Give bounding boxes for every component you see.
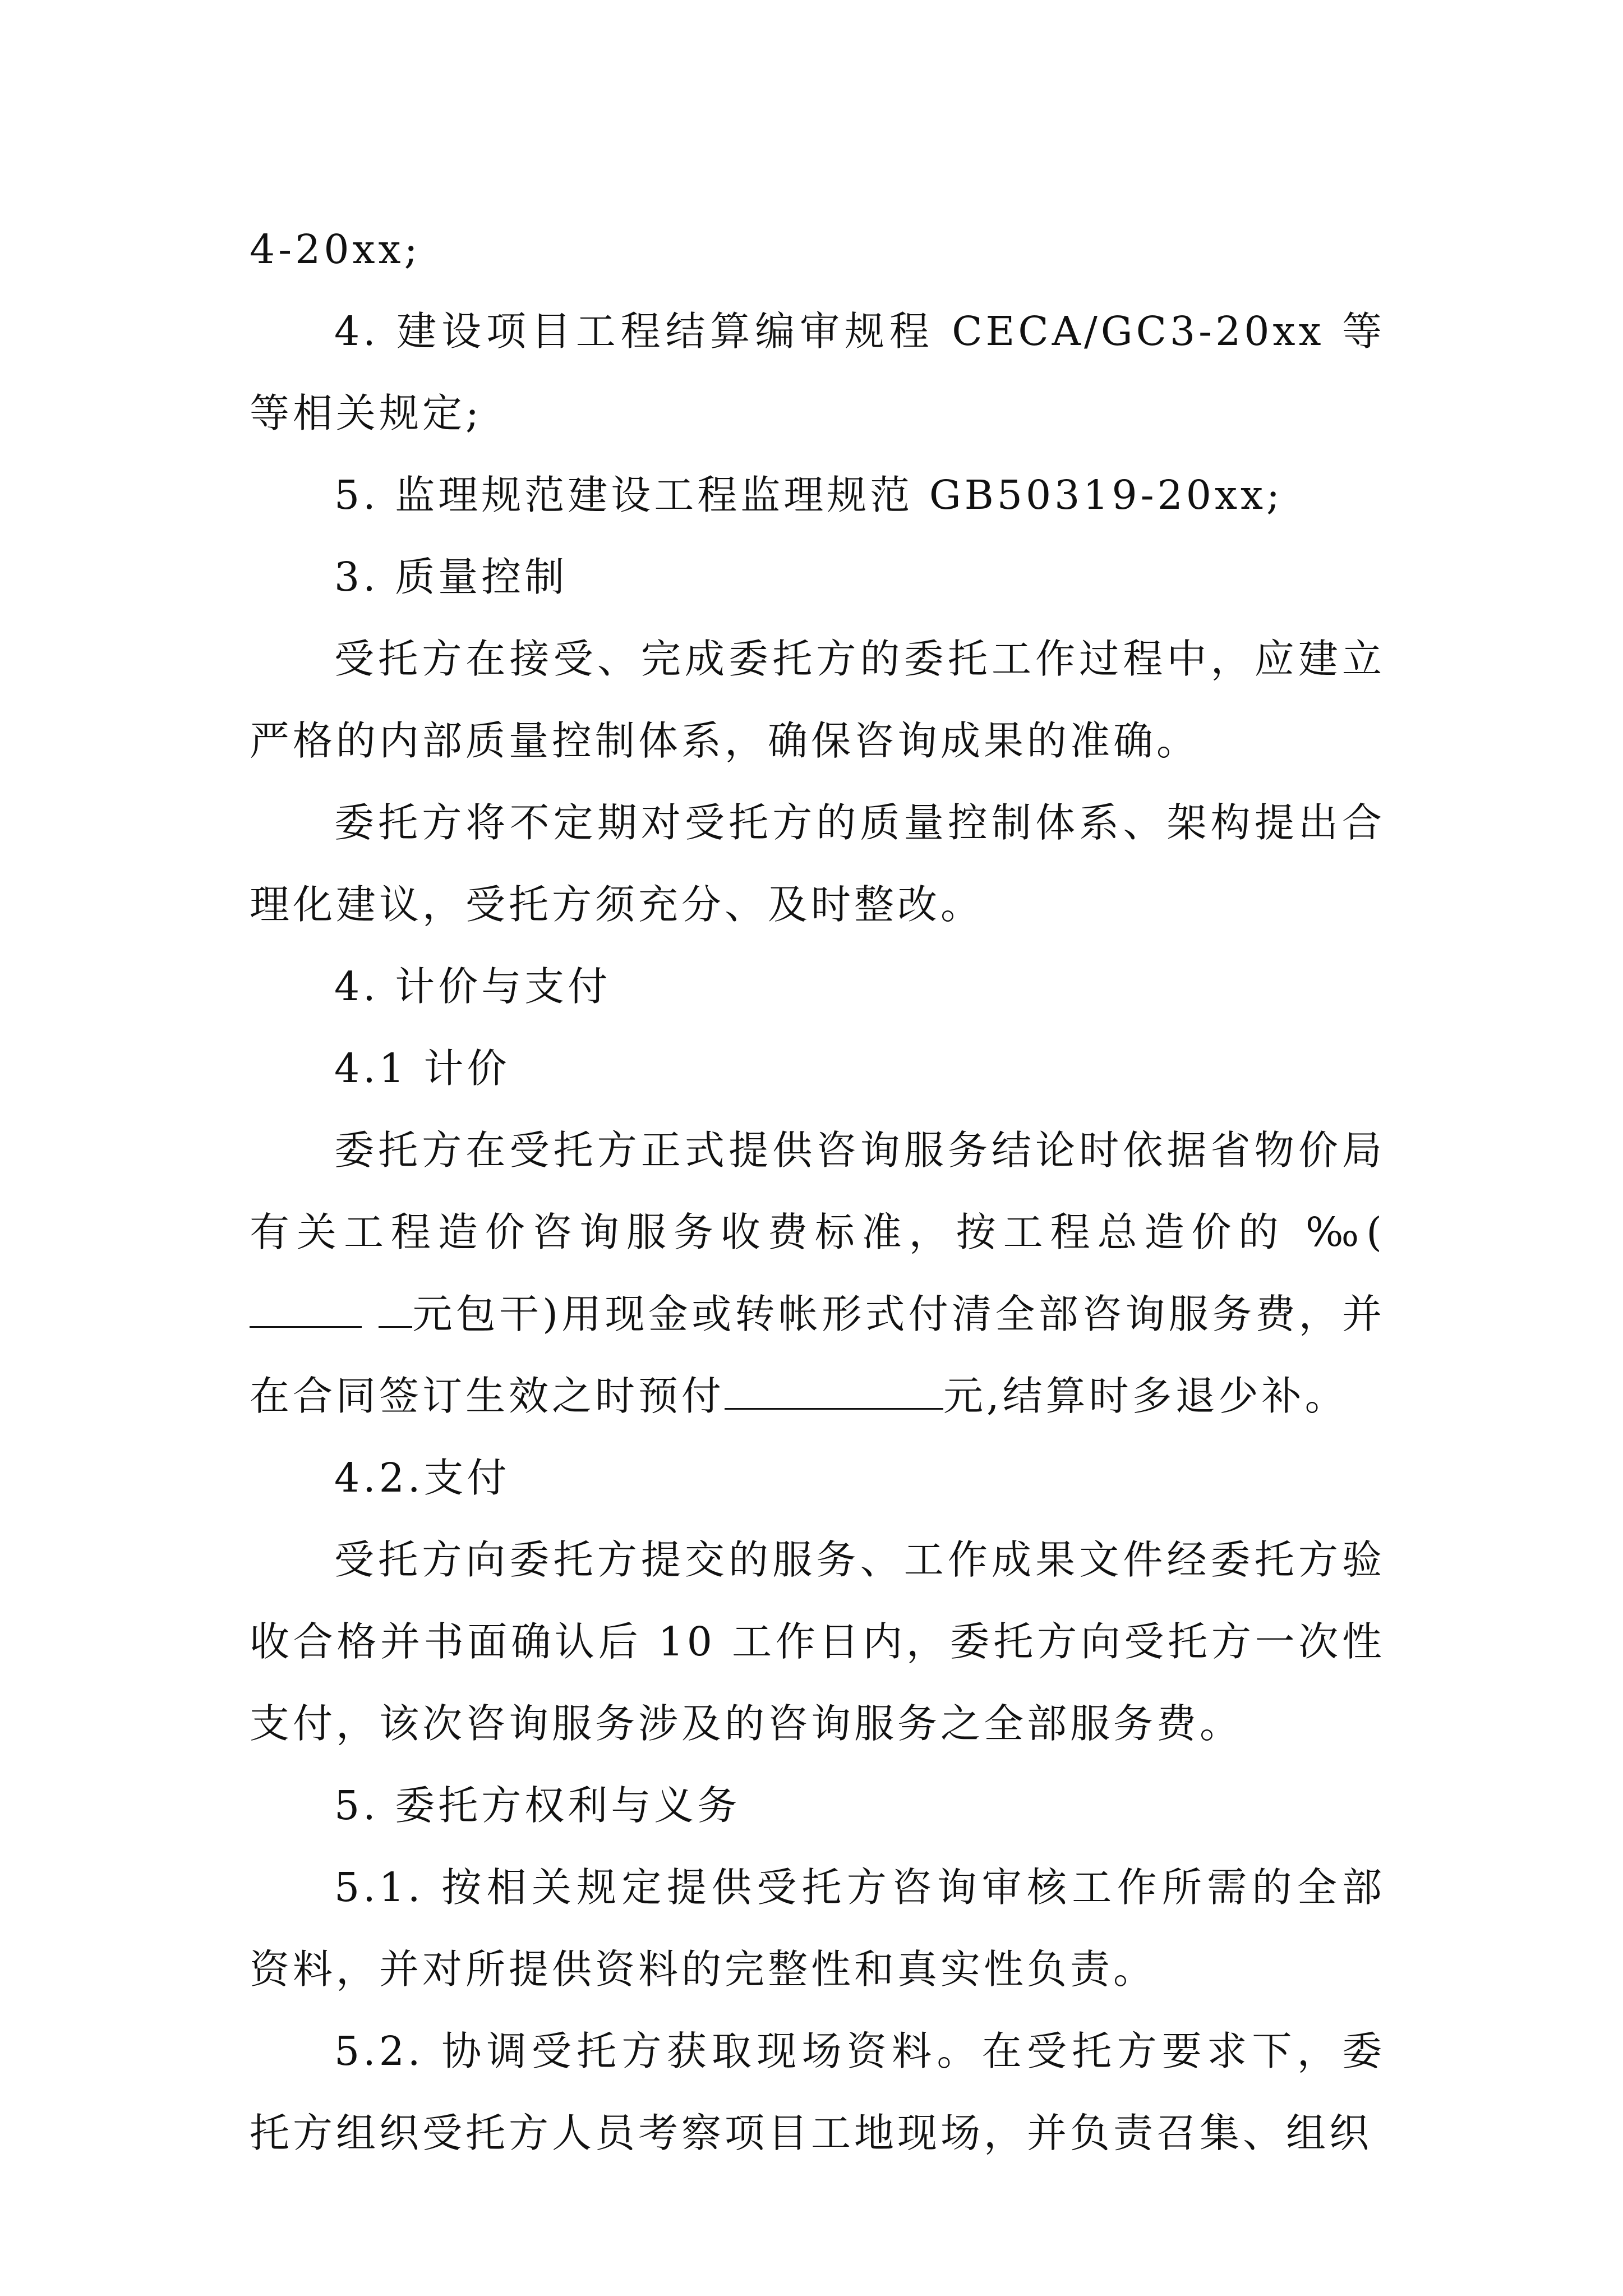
document-body (250, 209, 1385, 2174)
blank-line-lump-sum (250, 1294, 362, 1328)
paragraph-quality-system: 受托方在接受、完成委托方的委托工作过程中，应建立严格的内部质量控制体系，确保咨询成果的准确。 (250, 636, 1385, 764)
pricing-text-part-1: 委托方在受托方正式提供咨询服务结论时依据省物价局有关工程造价咨询服务收费标准，按工程总造价的 ‰( (250, 1127, 1385, 1255)
section-heading-client-rights: 5. 委托方权利与义务 (334, 1782, 741, 1829)
paragraph-item-5-supervision-code: 5. 监理规范建设工程监理规范 GB50319-20xx; (334, 472, 1283, 518)
paragraph-pricing-terms (250, 1110, 1385, 1437)
paragraph-quality-suggestions: 委托方将不定期对受托方的质量控制体系、架构提出合理化建议，受托方须充分、及时整改。 (250, 799, 1385, 928)
blank-line-lump-sum-tail (379, 1294, 412, 1328)
paragraph-client-duty-5-1: 5.1. 按相关规定提供受托方咨询审核工作所需的全部资料，并对所提供资料的完整性和真实性负责。 (250, 1864, 1385, 1993)
subsection-heading-pricing: 4.1 计价 (334, 1045, 510, 1092)
paragraph-continuation: 4-20xx; (250, 226, 421, 273)
section-heading-pricing-payment: 4. 计价与支付 (334, 963, 611, 1010)
blank-line-prepayment (725, 1375, 943, 1410)
pricing-text-part-2: 元包干)用现金或转帐形式付清全部咨询服务费，并在合同签订生效之时预付 (250, 1291, 1385, 1419)
paragraph-item-4-settlement-rules: 4. 建设项目工程结算编审规程 CECA/GC3-20xx 等等相关规定; (250, 308, 1385, 436)
paragraph-payment-terms: 受托方向委托方提交的服务、工作成果文件经委托方验收合格并书面确认后 10 工作日内，委托方向受托方一次性支付，该次咨询服务涉及的咨询服务之全部服务费。 (250, 1536, 1385, 1747)
pricing-text-part-3: 元,结算时多退少补。 (943, 1373, 1348, 1419)
subsection-heading-payment: 4.2.支付 (334, 1455, 510, 1501)
paragraph-client-duty-5-2: 5.2. 协调受托方获取现场资料。在受托方要求下，委托方组织受托方人员考察项目工地现场，并负责召集、组织 (250, 2028, 1385, 2156)
section-heading-quality-control: 3. 质量控制 (334, 554, 568, 600)
